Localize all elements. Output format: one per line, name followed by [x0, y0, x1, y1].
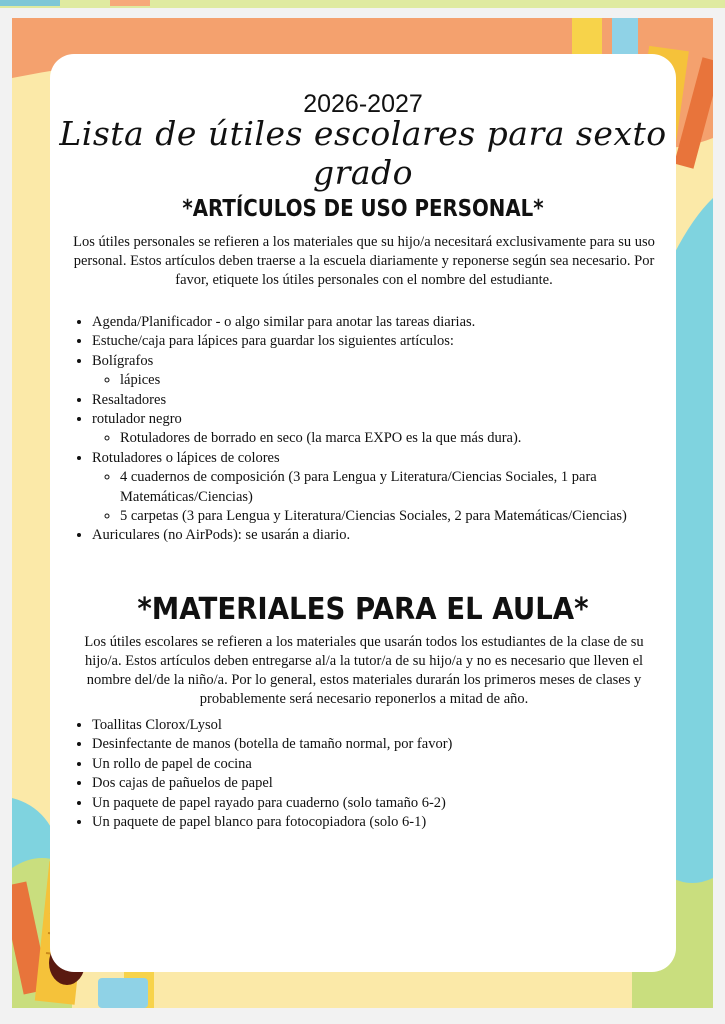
- classroom-materials-list: [74, 716, 672, 832]
- list-subitem: ◦ lápices: [120, 371, 672, 390]
- list-item: • Estuche/caja para lápices para guardar los siguientes artículos:: [92, 332, 672, 351]
- personal-items-intro: Los útiles personales se refieren a los materiales que su hijo/a necesitará exclusivamente para su uso personal. Estos artículos deben traerse a la escuela diariamente y reponerse según sea necesario. Por favor, etiquete los útiles personales con el nombre del estudiante.: [73, 234, 655, 288]
- list-subitem: ◦ 4 cuadernos de composición (3 para Lengua y Literatura/Ciencias Sociales, 1 para Matemáticas/Ciencias): [120, 468, 672, 507]
- list-item: • Un rollo de papel de cocina: [92, 755, 672, 774]
- top-decorative-strip: [0, 0, 725, 8]
- list-item: • Rotuladores o lápices de colores ◦ 4 cuadernos de composición (3 para Lengua y Literatura/Ciencias Sociales, 1 para Matemáticas/Ciencias) ◦ 5 carpetas (3 para Lengua y Literatura/Ciencias Sociales, 2 para Matemáticas/Ciencias): [92, 449, 672, 527]
- personal-items-list: [74, 313, 672, 546]
- page-title: Lista de útiles escolares para sexto grado: [59, 114, 667, 192]
- list-item: • Un paquete de papel rayado para cuaderno (solo tamaño 6-2): [92, 794, 672, 813]
- list-item: • Resaltadores: [92, 391, 672, 410]
- list-item: • Dos cajas de pañuelos de papel: [92, 774, 672, 793]
- school-year: 2026-2027: [303, 90, 423, 118]
- list-item: • Desinfectante de manos (botella de tamaño normal, por favor): [92, 735, 672, 754]
- classroom-materials-heading: *MATERIALES PARA EL AULA*: [137, 592, 589, 627]
- list-item: • Un paquete de papel blanco para fotocopiadora (solo 6-1): [92, 813, 672, 832]
- list-subitem: ◦ 5 carpetas (3 para Lengua y Literatura/Ciencias Sociales, 2 para Matemáticas/Ciencias): [120, 507, 672, 526]
- list-subitem: ◦ Rotuladores de borrado en seco (la marca EXPO es la que más dura).: [120, 429, 672, 448]
- list-item: • Auriculares (no AirPods): se usarán a diario.: [92, 526, 672, 545]
- list-item: • rotulador negro ◦ Rotuladores de borrado en seco (la marca EXPO es la que más dura).: [92, 410, 672, 449]
- classroom-materials-intro: Los útiles escolares se refieren a los materiales que usarán todos los estudiantes de la clase de su hijo/a. Estos artículos deben entregarse al/a la tutor/a de su hijo/a y no es necesario que lleven el nombre del/de la niño/a. Por lo general, estos materiales durarán los primeros meses de clases y probablemente será necesario reponerlos a mitad de año.: [84, 634, 644, 707]
- list-item: • Bolígrafos ◦ lápices: [92, 352, 672, 391]
- list-item: • Agenda/Planificador - o algo similar para anotar las tareas diarias.: [92, 313, 672, 332]
- personal-items-heading: *ARTÍCULOS DE USO PERSONAL*: [182, 196, 544, 222]
- list-item: • Toallitas Clorox/Lysol: [92, 716, 672, 735]
